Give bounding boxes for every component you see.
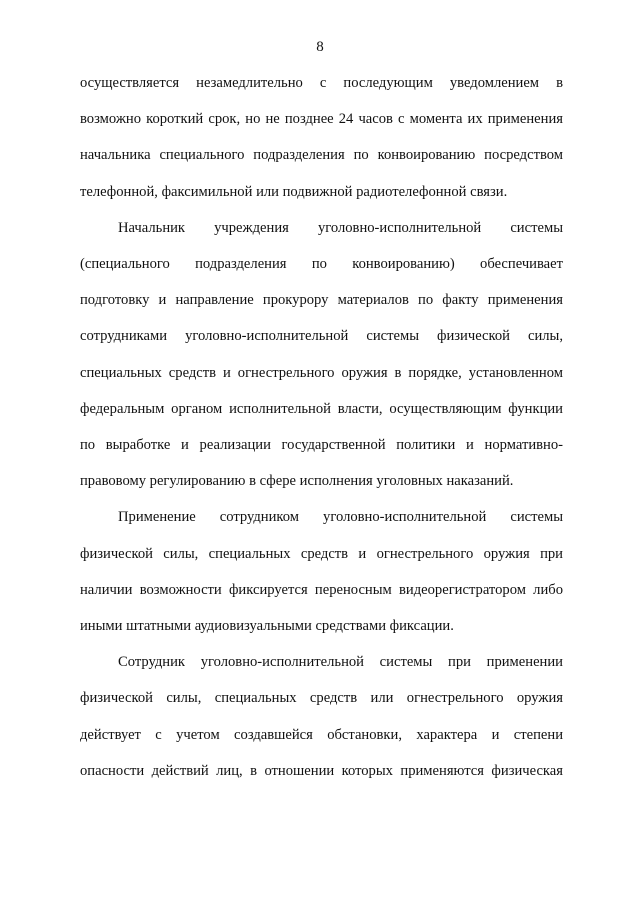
text-line: (специального подразделения по конвоированию) обеспечивает [80, 256, 563, 273]
page-number: 8 [316, 39, 324, 55]
text-line: осуществляется незамедлительно с последующим уведомлением в [80, 75, 563, 91]
text-line: опасности действий лиц, в отношении которых применяются физическая [80, 762, 563, 779]
text-line: Сотрудник уголовно-исполнительной системы при применении [118, 654, 563, 671]
text-line: по выработке и реализации государственной политики и нормативно- [80, 437, 563, 454]
text-line: действует с учетом создавшейся обстановки, характера и степени [80, 726, 563, 743]
paragraph-4 [80, 644, 563, 789]
text-line: подготовку и направление прокурору материалов по факту применения [80, 292, 563, 309]
text-line: федеральным органом исполнительной власти, осуществляющим функции [80, 400, 563, 417]
text-line: Начальник учреждения уголовно-исполнительной системы [118, 219, 563, 236]
text-line: возможно короткий срок, но не позднее 24 часов с момента их применения [80, 111, 563, 128]
paragraph-2 [80, 210, 563, 500]
paragraph-1 [80, 65, 563, 210]
paragraph-3 [80, 499, 563, 644]
text-line: иными штатными аудиовизуальными средствами фиксации. [80, 618, 454, 635]
text-line: Применение сотрудником уголовно-исполнительной системы [118, 509, 563, 526]
text-line: наличии возможности фиксируется переносным видеорегистратором либо [80, 581, 563, 598]
text-line: сотрудниками уголовно-исполнительной системы физической силы, [80, 328, 563, 345]
text-line: начальника специального подразделения по конвоированию посредством [80, 147, 563, 164]
text-line: физической силы, специальных средств и огнестрельного оружия при [80, 545, 563, 562]
document-body [80, 65, 563, 789]
text-line: физической силы, специальных средств или огнестрельного оружия [80, 690, 563, 707]
text-line: специальных средств и огнестрельного оружия в порядке, установленном [80, 364, 563, 381]
text-line: телефонной, факсимильной или подвижной радиотелефонной связи. [80, 183, 508, 200]
text-line: правовому регулированию в сфере исполнения уголовных наказаний. [80, 473, 514, 490]
